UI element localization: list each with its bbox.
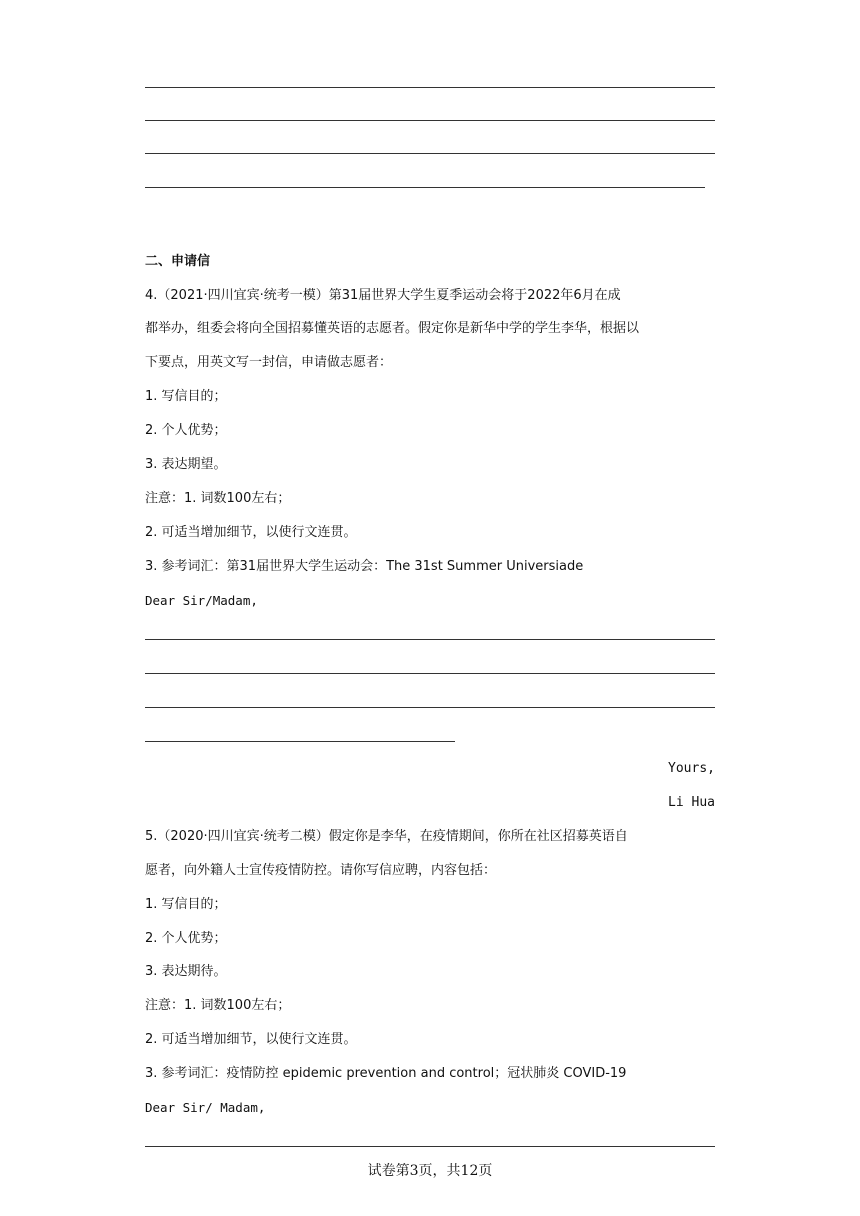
q4-salutation: Dear Sir/Madam,	[145, 593, 258, 608]
q4-note: 注意：1. 词数100左右；	[145, 491, 291, 506]
q5-salutation: Dear Sir/ Madam,	[145, 1100, 266, 1115]
q5-note: 2. 可适当增加细节，以使行文连贯。	[145, 1032, 357, 1047]
answer-line	[145, 741, 455, 742]
q4-closing: Yours,	[668, 761, 715, 776]
section-title: 二、申请信	[145, 254, 211, 269]
answer-line	[145, 707, 715, 708]
q5-line: 5.（2020·四川宜宾·统考二模）假定你是李华，在疫情期间，你所在社区招募英语自	[145, 829, 628, 844]
answer-line	[145, 153, 715, 154]
q5-note: 注意：1. 词数100左右；	[145, 998, 291, 1013]
q5-point: 1. 写信目的；	[145, 897, 227, 912]
answer-line	[145, 187, 705, 188]
q5-note: 3. 参考词汇：疫情防控 epidemic prevention and control；冠状肺炎 COVID-19	[145, 1066, 627, 1081]
answer-line	[145, 639, 715, 640]
q5-point: 2. 个人优势；	[145, 931, 227, 946]
answer-line	[145, 673, 715, 674]
answer-line	[145, 87, 715, 88]
q5-line: 愿者，向外籍人士宣传疫情防控。请你写信应聘，内容包括：	[145, 863, 497, 878]
q4-line: 下要点，用英文写一封信，申请做志愿者：	[145, 355, 393, 370]
page-footer: 试卷第3页，共12页	[367, 1163, 493, 1179]
q4-note: 2. 可适当增加细节，以使行文连贯。	[145, 525, 357, 540]
q4-point: 3. 表达期望。	[145, 457, 227, 472]
q4-point: 2. 个人优势；	[145, 423, 227, 438]
q4-signature: Li Hua	[668, 795, 715, 810]
q4-note: 3. 参考词汇：第31届世界大学生运动会：The 31st Summer Universiade	[145, 559, 584, 574]
q4-line: 4.（2021·四川宜宾·统考一模）第31届世界大学生夏季运动会将于2022年6月在成	[145, 288, 621, 303]
q4-point: 1. 写信目的；	[145, 389, 227, 404]
answer-line	[145, 120, 715, 121]
answer-line	[145, 1146, 715, 1147]
q4-line: 都举办，组委会将向全国招募懂英语的志愿者。假定你是新华中学的学生李华，根据以	[145, 321, 640, 336]
q5-point: 3. 表达期待。	[145, 964, 227, 979]
